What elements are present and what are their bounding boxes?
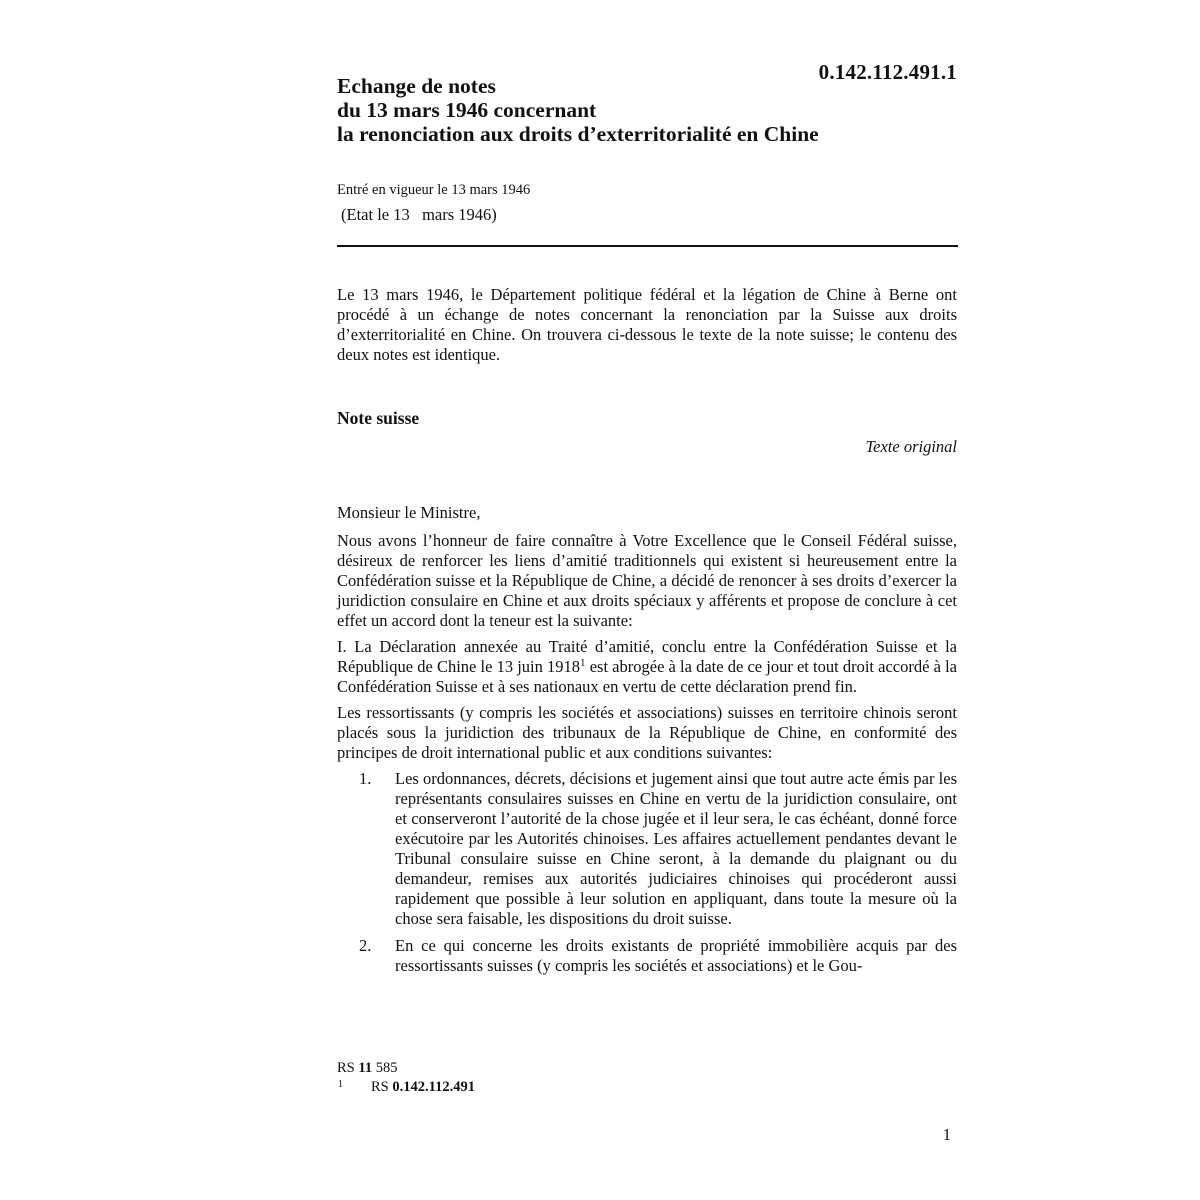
letter-paragraph [337, 637, 957, 697]
list-item-text: Les ordonnances, décrets, décisions et jugement ainsi que tout autre acte émis par les représentants consulaires suisses en Chine en vertu de la juridiction consulaire, ont et conserveront l’autorité de la chose jugée et il leur sera, le cas échéant, donné force exécutoire par les Autorités chinoises. Les affaires actuellement pendantes devant le Tribunal consulaire suisse en Chine seront, à la demande du plaignant ou du demandeur, remises aux autorités judiciaires chinoises qui procéderont aussi rapidement que possible à leur solution en appliquant, dans toute la mesure où la chose sera faisable, les dispositions du droit suisse. [395, 769, 957, 928]
title-line: la renonciation aux droits d’exterritorialité en Chine [337, 122, 819, 146]
header-divider [337, 245, 958, 247]
letter-paragraph: Les ressortissants (y compris les sociétés et associations) suisses en territoire chinois seront placés sous la juridiction des tribunaux de la République de Chine, en conformité des principes de droit international public et aux conditions suivantes: [337, 703, 957, 762]
letter-body [337, 503, 957, 983]
footnote-prefix: RS [371, 1079, 393, 1095]
list-item-text: En ce qui concerne les droits existants de propriété immobilière acquis par des ressortissants suisses (y compris les sociétés et associations) et le Gou- [395, 936, 957, 975]
paragraph-text: I. La Déclaration annexée au Traité d’amitié, conclu entre la Confédération Suisse et la République de Chine le 13 juin 1918 [337, 637, 957, 676]
footnote-mark: 1 [338, 1079, 343, 1090]
list-item [337, 769, 957, 929]
rs-page: 585 [372, 1060, 398, 1076]
footnote-item [337, 1078, 475, 1097]
footnote-reference-link[interactable]: 1 [580, 657, 586, 669]
letter-paragraph: Nous avons l’honneur de faire connaître à Votre Excellence que le Conseil Fédéral suisse, désireux de renforcer les liens d’amitié traditionnels qui existent si heureusement entre la Confédération suisse et la République de Chine, a décidé de renoncer à ses droits d’exercer la juridiction consulaire en Chine et aux droits spéciaux y afférents et propose de conclure à cet effet un accord dont la teneur est la suivante: [337, 531, 957, 630]
salutation: Monsieur le Ministre, [337, 503, 481, 522]
state-date: (Etat le 13 mars 1946) [341, 205, 497, 224]
rs-reference [337, 1059, 475, 1078]
rs-volume: 11 [358, 1060, 373, 1076]
title-line: du 13 mars 1946 concernant [337, 98, 597, 122]
section-heading: Note suisse [337, 408, 420, 428]
conditions-list [337, 769, 957, 976]
rs-prefix: RS [337, 1060, 359, 1076]
document-page [337, 0, 957, 1200]
footnote-reference: 0.142.112.491 [392, 1079, 475, 1095]
list-item [337, 936, 957, 976]
document-reference-number: 0.142.112.491.1 [818, 60, 957, 84]
intro-paragraph: Le 13 mars 1946, le Département politique fédéral et la légation de Chine à Berne ont procédé à un échange de notes concernant la renonciation par la Suisse aux droits d’exterritorialité en Chine. On trouvera ci-dessous le texte de la note suisse; le contenu des deux notes est identique. [337, 285, 957, 364]
document-title [337, 74, 937, 146]
page-number: 1 [942, 1125, 951, 1144]
footnotes [337, 1059, 475, 1097]
paragraph-text: est abrogée à la date de ce jour et tout droit accordé à la Confédération Suisse et à ses nationaux en vertu de cette déclaration prend fin. [337, 657, 957, 696]
footnote-text [337, 1079, 475, 1095]
original-text-label: Texte original [865, 437, 957, 456]
list-item-number: 2. [359, 936, 372, 955]
entry-into-force-date: Entré en vigueur le 13 mars 1946 [337, 182, 531, 198]
title-line: Echange de notes [337, 74, 496, 98]
list-item-number: 1. [359, 769, 372, 788]
